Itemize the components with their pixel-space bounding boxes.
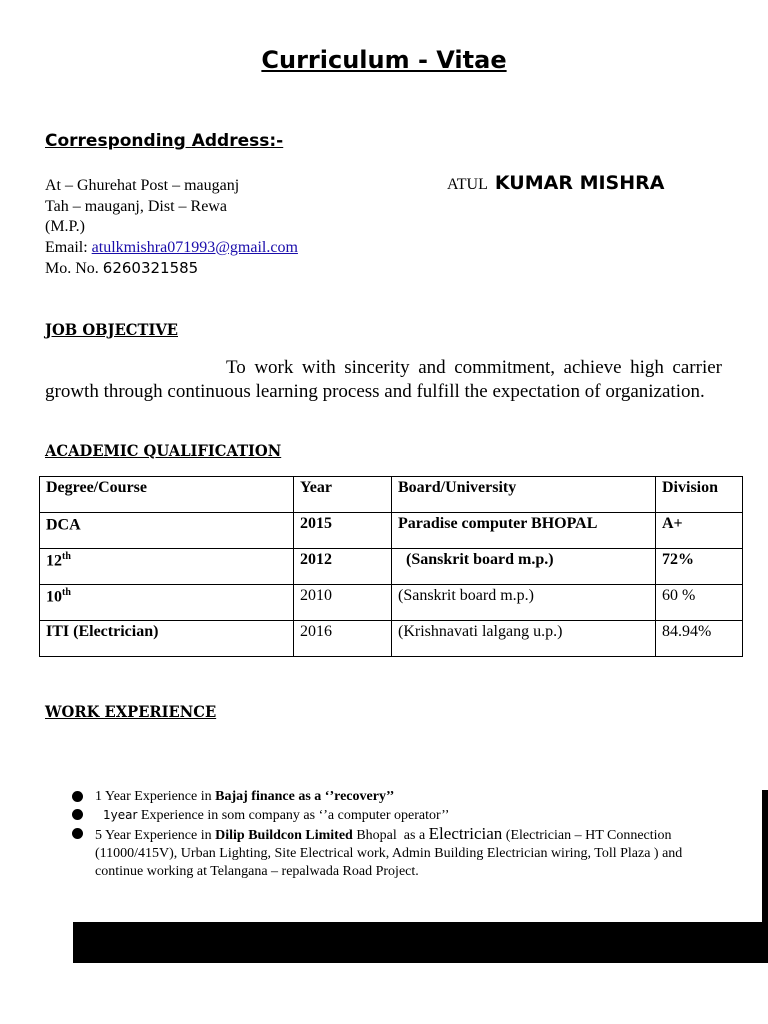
cell-year: 2015 <box>294 513 392 549</box>
name-first: ATUL <box>447 176 488 193</box>
header-division: Division <box>656 477 743 513</box>
email-line <box>45 238 298 259</box>
cell-course: DCA <box>40 513 294 549</box>
job-objective-text: To work with sincerity and commitment, achieve high carrier growth through continuous learning process and fulfill the expectation of organization. <box>45 357 722 402</box>
job-objective-heading: JOB OBJECTIVE <box>45 320 178 339</box>
cell-board: (Krishnavati lalgang u.p.) <box>392 621 656 657</box>
email-link[interactable]: atulkmishra071993@gmail.com <box>91 238 298 256</box>
table-row <box>40 621 743 657</box>
name-rest: KUMAR MISHRA <box>494 172 665 194</box>
cell-year: 2012 <box>294 549 392 585</box>
cell-board: Paradise computer BHOPAL <box>392 513 656 549</box>
work-experience-heading: WORK EXPERIENCE <box>45 702 217 721</box>
cell-division: 72% <box>656 549 743 585</box>
cell-division: 60 % <box>656 585 743 621</box>
cell-year: 2010 <box>294 585 392 621</box>
bullet-icon <box>72 828 83 839</box>
email-label: Email: <box>45 238 88 256</box>
cell-board: (Sanskrit board m.p.) <box>392 549 656 585</box>
cell-course: ITI (Electrician) <box>40 621 294 657</box>
cell-course: 10th <box>40 585 294 621</box>
cell-division: A+ <box>656 513 743 549</box>
header-year: Year <box>294 477 392 513</box>
address-heading: Corresponding Address:- <box>45 131 284 151</box>
header-course: Degree/Course <box>40 477 294 513</box>
phone-label: Mo. No. <box>45 260 99 277</box>
list-item: 1year Experience in som company as ‘’a computer operator’’ <box>72 806 722 825</box>
table-row <box>40 585 743 621</box>
experience-list <box>72 788 722 881</box>
qualification-table <box>39 476 743 657</box>
bullet-icon <box>72 809 83 820</box>
address-line-1: At – Ghurehat Post – mauganj <box>45 177 240 194</box>
phone-line <box>45 258 298 280</box>
bullet-icon <box>72 791 83 802</box>
address-line-2: Tah – mauganj, Dist – Rewa <box>45 197 227 215</box>
cell-year: 2016 <box>294 621 392 657</box>
list-item: 1 Year Experience in Bajaj finance as a ‘’recovery’’ <box>72 788 722 806</box>
cell-board: (Sanskrit board m.p.) <box>392 585 656 621</box>
table-row <box>40 513 743 549</box>
phone-number: 6260321585 <box>102 259 199 277</box>
table-header-row <box>40 477 743 513</box>
page-edge-divider <box>762 790 768 925</box>
academic-heading: ACADEMIC QUALIFICATION <box>45 441 282 460</box>
document-title: Curriculum - Vitae <box>261 46 507 74</box>
address-block <box>45 176 298 280</box>
header-board: Board/University <box>392 477 656 513</box>
table-row <box>40 549 743 585</box>
cell-division: 84.94% <box>656 621 743 657</box>
list-item: 5 Year Experience in Dilip Buildcon Limited Bhopal as a Electrician (Electrician – HT Connection (11000/415V), Urban Lighting, Site Electrical work, Admin Building Electrician wiring, Toll Plaza ) and continue working at Telangana – repalwada Road Project. <box>72 825 722 881</box>
footer-bar <box>73 922 768 963</box>
cell-course: 12th <box>40 549 294 585</box>
address-line-3: (M.P.) <box>45 218 86 235</box>
candidate-name <box>447 172 664 194</box>
